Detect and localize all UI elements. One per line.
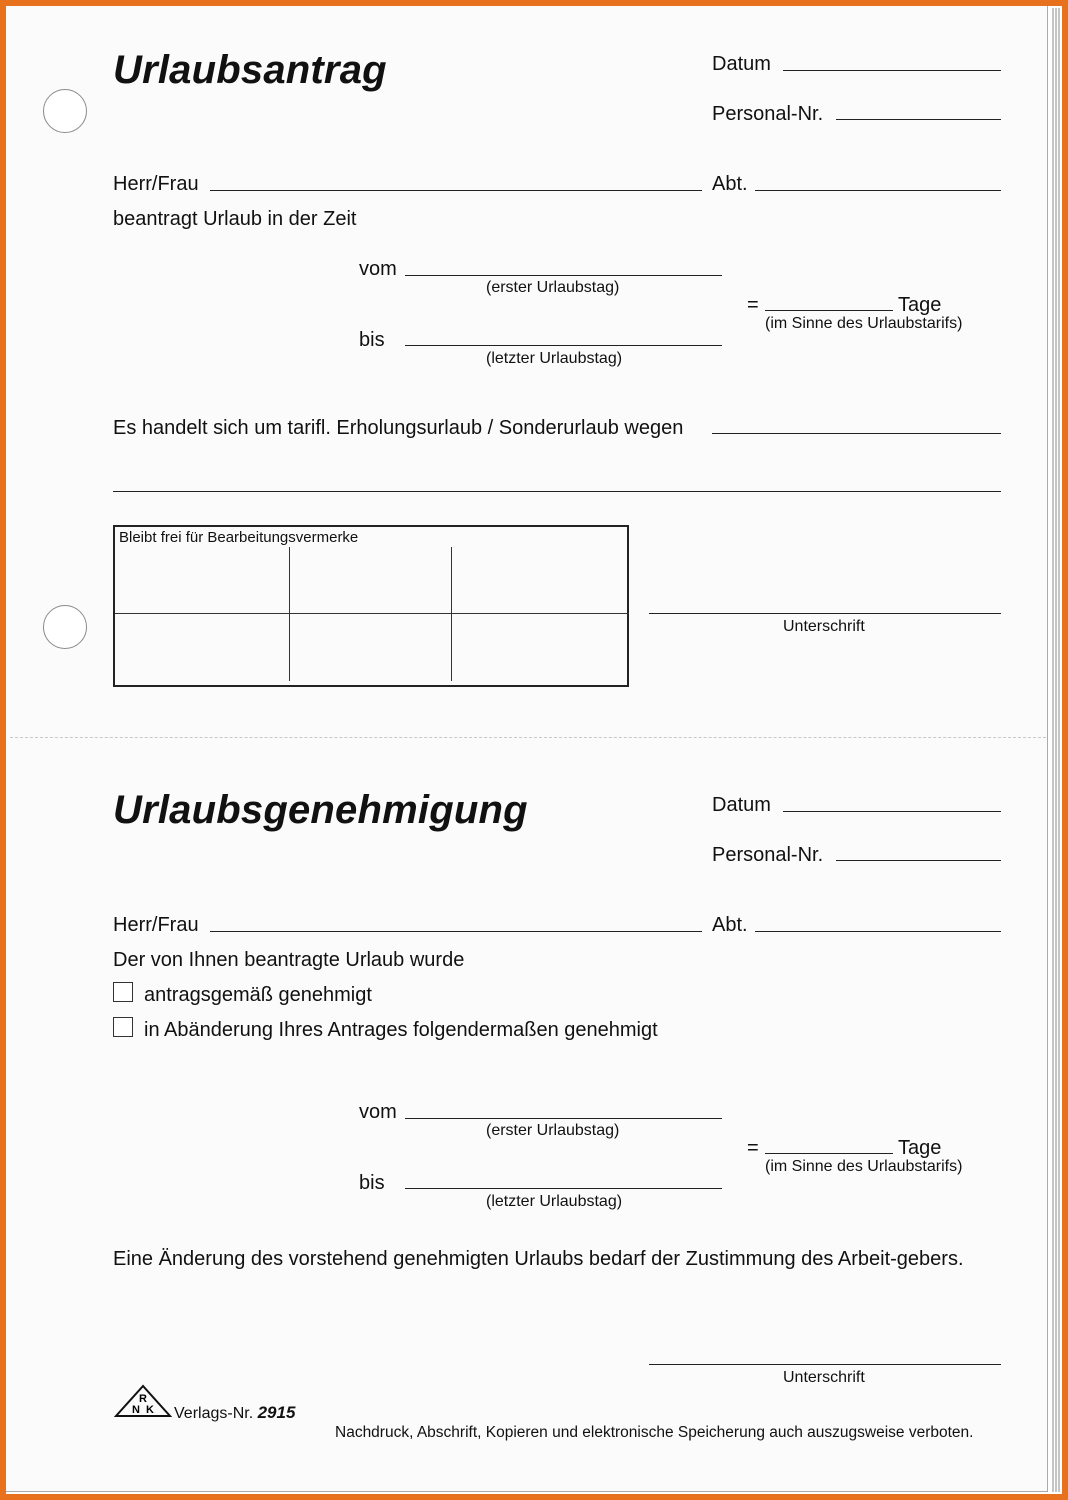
approval-signature-field[interactable] — [649, 1364, 1001, 1365]
approval-date-field[interactable] — [783, 811, 1001, 812]
copyright-notice: Nachdruck, Abschrift, Kopieren und elektronische Speicherung auch auszugsweise verboten. — [335, 1424, 974, 1441]
request-to-field[interactable] — [405, 345, 722, 346]
publisher-logo — [114, 1384, 172, 1418]
approval-notice: Eine Änderung des vorstehend genehmigten Urlaubs bedarf der Zustimmung des Arbeit-gebers. — [113, 1248, 964, 1270]
request-from-field[interactable] — [405, 275, 722, 276]
approval-date-label: Datum — [712, 794, 771, 816]
approved-as-requested-checkbox[interactable] — [113, 982, 133, 1002]
approval-personnel-label: Personal-Nr. — [712, 844, 824, 866]
box-divider — [451, 547, 452, 681]
approval-signature-caption: Unterschrift — [783, 1369, 865, 1386]
approval-from-caption: (erster Urlaubstag) — [486, 1122, 620, 1139]
request-to-caption: (letzter Urlaubstag) — [486, 350, 623, 367]
request-from-caption: (erster Urlaubstag) — [486, 279, 620, 296]
approval-days-caption: (im Sinne des Urlaubstarifs) — [765, 1158, 963, 1175]
approval-dept-field[interactable] — [755, 931, 1001, 932]
request-equals: = — [747, 294, 759, 316]
request-date-field[interactable] — [783, 70, 1001, 71]
svg-text:R: R — [139, 1393, 147, 1405]
punch-hole — [43, 605, 87, 649]
approval-equals: = — [747, 1137, 759, 1159]
approved-as-requested-label: antragsgemäß genehmigt — [144, 984, 372, 1006]
request-dept-field[interactable] — [755, 190, 1001, 191]
approval-intro: Der von Ihnen beantragte Urlaub wurde — [113, 949, 465, 971]
request-from-label: vom — [359, 258, 397, 280]
approval-to-field[interactable] — [405, 1188, 722, 1189]
svg-text:K: K — [146, 1404, 154, 1416]
approval-days-field[interactable] — [765, 1153, 893, 1154]
request-days-field[interactable] — [765, 310, 893, 311]
request-name-field[interactable] — [210, 190, 702, 191]
processing-notes-caption: Bleibt frei für Bearbeitungsvermerke — [119, 529, 359, 546]
request-reason-field-line2[interactable] — [113, 491, 1001, 492]
box-divider — [115, 613, 629, 614]
request-date-label: Datum — [712, 53, 771, 75]
perforation-line — [10, 737, 1046, 738]
request-signature-field[interactable] — [649, 613, 1001, 614]
approval-from-label: vom — [359, 1101, 397, 1123]
request-days-caption: (im Sinne des Urlaubstarifs) — [765, 315, 963, 332]
approved-with-changes-label: in Abänderung Ihres Antrages folgendermaßen genehmigt — [144, 1019, 658, 1041]
approved-with-changes-checkbox[interactable] — [113, 1017, 133, 1037]
publisher-label: Verlags-Nr. — [174, 1405, 254, 1422]
approval-to-label: bis — [359, 1172, 385, 1194]
approval-name-label: Herr/Frau — [113, 914, 199, 936]
request-signature-caption: Unterschrift — [783, 618, 865, 635]
approval-to-caption: (letzter Urlaubstag) — [486, 1193, 623, 1210]
svg-text:N: N — [132, 1404, 140, 1416]
request-dept-label: Abt. — [712, 173, 748, 195]
box-divider — [289, 547, 290, 681]
processing-notes-box — [113, 525, 629, 687]
approval-days-label: Tage — [898, 1137, 942, 1159]
approval-dept-label: Abt. — [712, 914, 748, 936]
request-days-label: Tage — [898, 294, 942, 316]
punch-hole — [43, 89, 87, 133]
request-reason-field[interactable] — [712, 433, 1001, 434]
approval-title: Urlaubsgenehmigung — [113, 788, 528, 832]
request-personnel-label: Personal-Nr. — [712, 103, 824, 125]
approval-personnel-field[interactable] — [836, 860, 1001, 861]
request-reason-text: Es handelt sich um tarifl. Erholungsurlaub / Sonderurlaub wegen — [113, 417, 684, 439]
approval-from-field[interactable] — [405, 1118, 722, 1119]
request-to-label: bis — [359, 329, 385, 351]
request-personnel-field[interactable] — [836, 119, 1001, 120]
request-name-label: Herr/Frau — [113, 173, 199, 195]
publisher-number-line — [174, 1403, 295, 1423]
request-title: Urlaubsantrag — [113, 48, 387, 92]
approval-name-field[interactable] — [210, 931, 702, 932]
publisher-number: 2915 — [257, 1403, 296, 1422]
request-intro: beantragt Urlaub in der Zeit — [113, 208, 357, 230]
